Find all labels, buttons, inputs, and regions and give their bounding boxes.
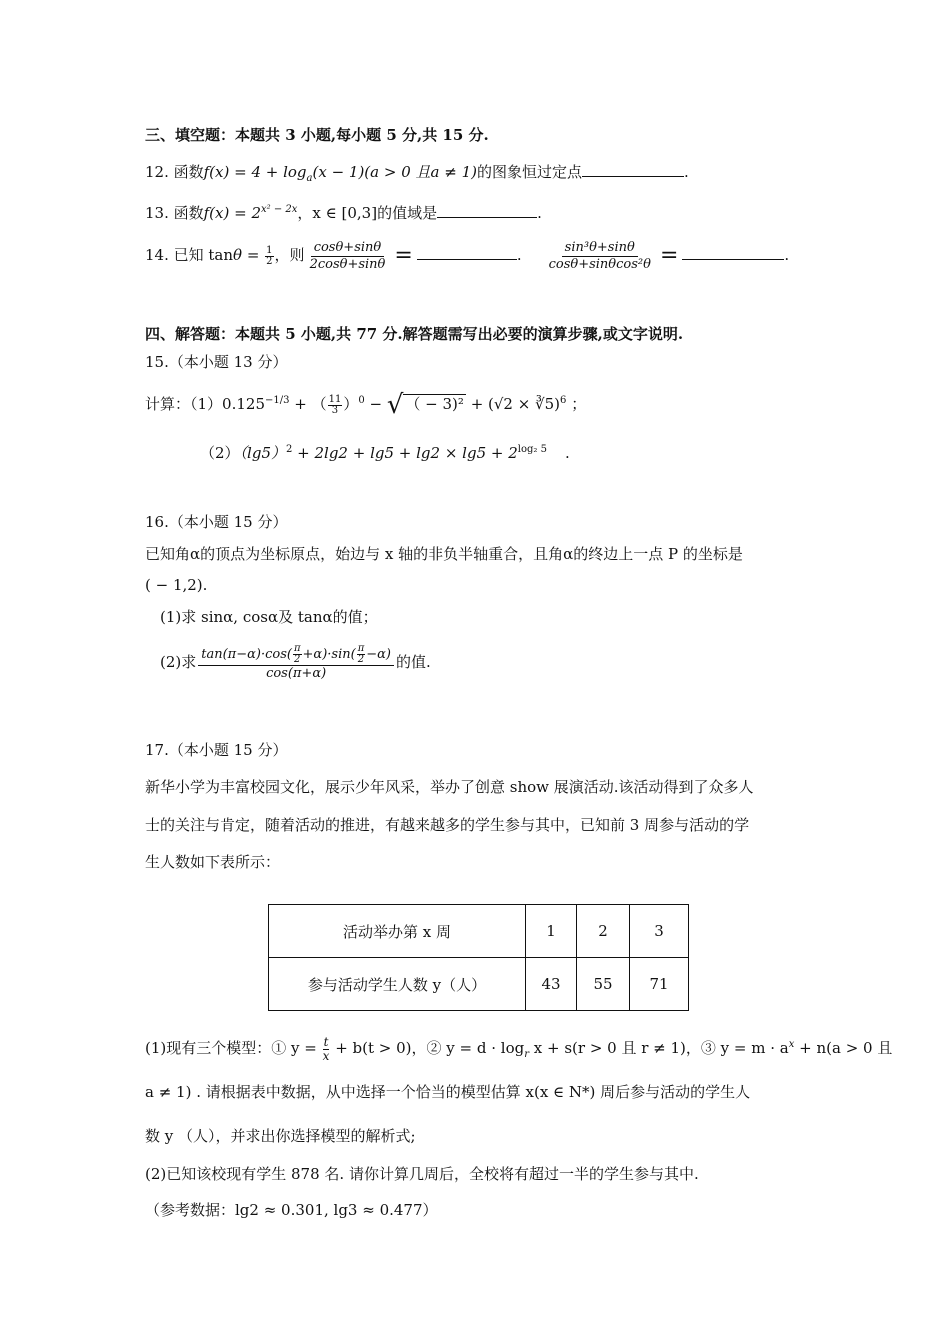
q13-expr: f(x) = 2 [203,204,261,222]
data-table [268,904,689,1011]
q15-p2-label: （2） [200,444,240,462]
q15-p1-e: + (√2 × ∛5) [465,395,561,413]
q12-end: . [683,163,689,181]
q15-p1-a-exp: −1/3 [265,395,290,406]
q17-m2-base: r [524,1049,529,1060]
q17-m1-tail: + b(t > 0)，② y = d · log [330,1039,525,1057]
q14-answer-blank-2[interactable] [682,245,784,260]
q17-m-intro: (1)现有三个模型：① y = [145,1039,322,1057]
q16-part-2 [160,640,431,684]
table-cell: 2 [577,905,630,958]
q15-p1-label: 计算：（1） [145,395,223,413]
q13-end: . [537,204,542,222]
q12-num: 12. 函数 [145,163,204,181]
q12-tail: 的图象恒过定点 [476,163,582,181]
q17-line-c: 数 y （人），并求出你选择模型的解析式; [145,1127,416,1145]
q16-p2-label: (2)求 [160,653,197,671]
q13-exp: x² − 2x [261,204,298,215]
table-cell: 43 [526,958,577,1011]
q17-title: 17.（本小题 15 分） [145,741,288,759]
q12-arg: (x − 1)(a > 0 且a ≠ 1) [312,163,477,181]
section-4-heading: 四、解答题：本题共 5 小题,共 77 分.解答题需写出必要的演算步骤,或文字说明. [145,325,684,343]
table-row [269,905,689,958]
table-cell: 71 [630,958,689,1011]
q17-m3-tail: + n(a > 0 且 [794,1039,893,1057]
q16-line-2: ( − 1,2). [145,576,208,594]
q15-p1-e-exp: 6 [560,395,567,406]
q13-tail: 的值域是 [377,204,438,222]
q17-models [145,1030,892,1070]
question-13 [145,200,542,223]
q14-half: $\frac{1}{2}$ [266,244,273,267]
sqrt-icon: √ [386,390,404,420]
q16-p2-tail: 的值. [396,653,431,671]
q14-fraction-1: $\frac{\cos\theta+\sin\theta}{2\cos\theta+\sin\theta}$ [309,239,386,272]
q15-p1-fraction: $\frac{11}{3}$ [328,393,342,416]
q17-part-2: (2)已知该校现有学生 878 名. 请你计算几周后，全校将有超过一半的学生参与其中. [145,1165,699,1183]
q13-num: 13. 函数 [145,204,204,222]
table-cell: 55 [577,958,630,1011]
q15-p1-d: − [364,395,387,413]
q14-eq-1: = [394,243,413,268]
q17-para-1: 新华小学为丰富校园文化，展示少年风采，举办了创意 show 展演活动.该活动得到了众多人 [145,778,754,796]
q15-p1-c: ） [343,395,359,413]
q16-title: 16.（本小题 15 分） [145,513,288,531]
question-12 [145,162,689,189]
q12-answer-blank[interactable] [582,162,684,177]
q15-p2-a: （lg5） [239,444,286,462]
q15-p2-a-exp: 2 [286,444,293,455]
q15-part-1 [145,384,586,422]
q16-line-1: 已知角α的顶点为坐标原点，始边与 x 轴的非负半轴重合，且角α的终边上一点 P 的坐标是 [145,545,743,563]
table-cell: 1 [526,905,577,958]
q14-answer-blank-1[interactable] [417,245,517,260]
q15-p1-a: 0.125 [222,395,265,413]
q14-sep: ，则 [274,246,305,264]
section-3-heading: 三、填空题：本题共 3 小题,每小题 5 分,共 15 分. [145,126,489,144]
q16-p2-fraction: tan(π−α)·cos( $\frac{\pi}{2}$ +α)·sin( $\frac{\pi}{2}$ −α) cos(π+α) [198,644,394,682]
table-cell: 参与活动学生人数 y（人） [269,958,526,1011]
q14-theta: θ = [233,246,265,264]
q13-answer-blank[interactable] [437,203,537,218]
table-row [269,958,689,1011]
q13-domain: ，x ∈ [0,3] [297,204,378,222]
q17-m3-exp: x [788,1039,795,1050]
q15-title: 15.（本小题 13 分） [145,353,288,371]
q16-part-1: (1)求 sinα, cosα及 tanα的值； [160,608,378,626]
q17-reference-data: （参考数据：lg2 ≈ 0.301, lg3 ≈ 0.477） [145,1201,438,1219]
q15-p1-c-exp: 0 [358,395,365,406]
q15-p2-b: + 2lg2 + lg5 + lg2 × lg5 + 2 [292,444,518,462]
q15-p1-b: + （ [289,395,327,413]
q17-para-3: 生人数如下表所示： [145,853,281,871]
q15-p2-b-exp: log₂ 5 [517,444,547,455]
q14-dot: . [516,246,522,264]
q15-p2-end: . [564,444,570,462]
q12-base: a [306,173,313,184]
q17-m2-tail: x + s(r > 0 且 r ≠ 1)，③ y = m · a [529,1039,789,1057]
q17-line-b: a ≠ 1) . 请根据表中数据，从中选择一个恰当的模型估算 x(x ∈ N*) 周后参与活动的学生人 [145,1083,751,1101]
q15-p1-sqrt-body: （ − 3)² [405,395,464,413]
table-cell: 3 [630,905,689,958]
q17-m1-fraction: $\frac{t}{x}$ [322,1034,330,1063]
q12-expr: f(x) = 4 + log [203,163,307,181]
table-cell: 活动举办第 x 周 [269,905,526,958]
q15-p1-end: ； [566,395,587,413]
q14-eq-2: = [659,243,679,268]
q14-num: 14. 已知 tan [145,246,234,264]
question-14 [145,236,789,275]
q17-para-2: 士的关注与肯定，随着活动的推进，有越来越多的学生参与其中，已知前 3 周参与活动的学 [145,816,750,834]
q14-end: . [784,246,790,264]
q14-fraction-2: $\frac{\text{sin³θ+sinθ}}{\text{cosθ+sinθcos²θ}}$ [548,239,651,272]
q15-part-2 [200,440,570,463]
